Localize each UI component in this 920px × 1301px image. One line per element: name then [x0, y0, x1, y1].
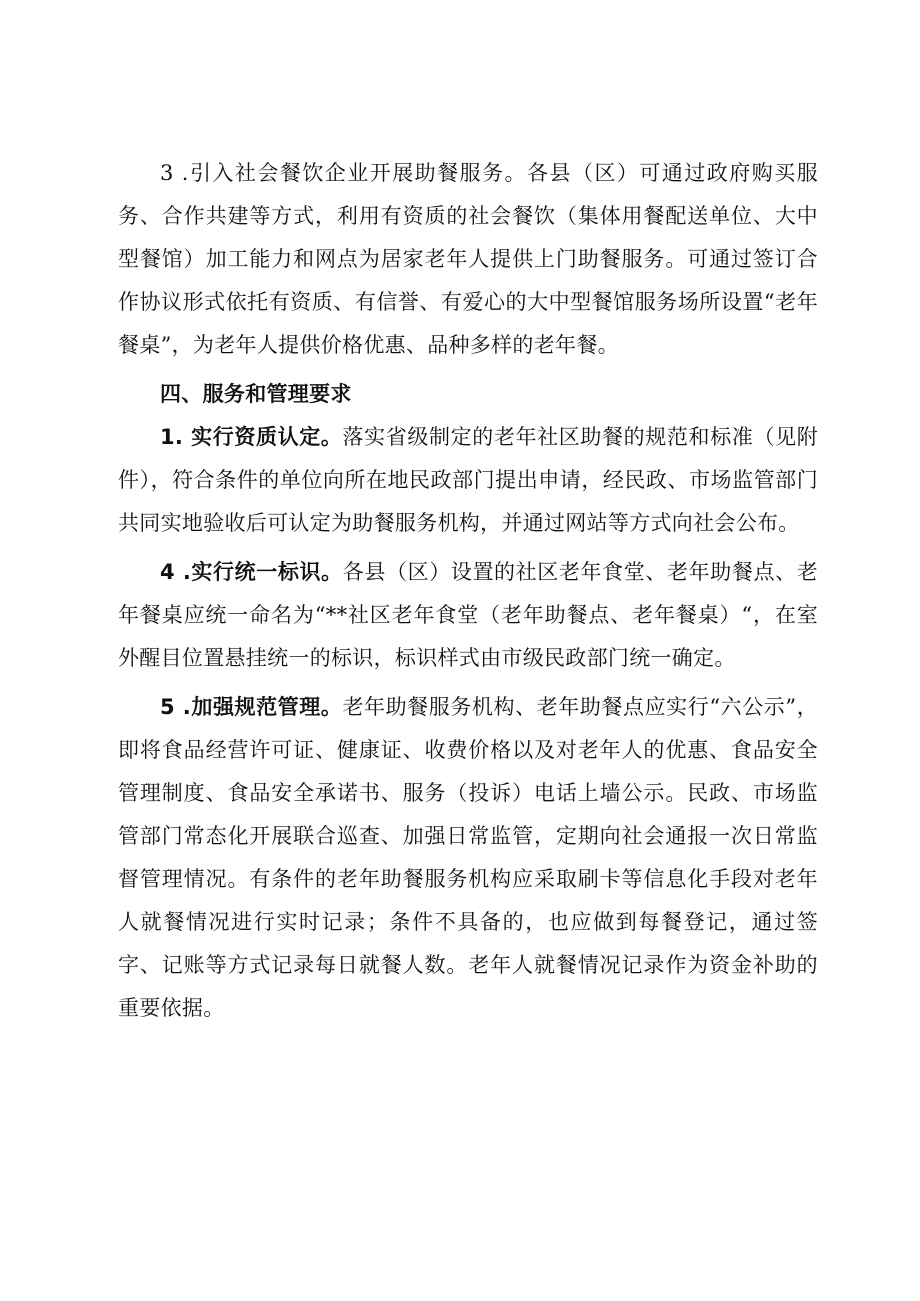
- section-4-heading: [118, 373, 818, 416]
- item-4-lead: 4 .实行统一标识。: [160, 560, 343, 584]
- item-4: [118, 551, 818, 680]
- item-5-lead: 5 .加强规范管理。: [160, 695, 343, 719]
- paragraph-3-text: 3 .引入社会餐饮企业开展助餐服务。各县（区）可通过政府购买服务、合作共建等方式，利用有资质的社会餐饮（集体用餐配送单位、大中型餐馆）加工能力和网点为居家老年人提供上门助餐服务。可通过签订合作协议形式依托有资质、有信誉、有爱心的大中型餐馆服务场所设置“老年餐桌”，为老年人提供价格优惠、品种多样的老年餐。: [118, 161, 818, 357]
- item-1-lead: 1. 实行资质认定。: [160, 425, 343, 449]
- section-4-heading-text: 四、服务和管理要求: [160, 382, 352, 406]
- paragraph-3: [118, 152, 818, 367]
- item-1: [118, 416, 818, 545]
- item-5: [118, 686, 818, 1030]
- item-1-body: 落实省级制定的老年社区助餐的规范和标准（见附件），符合条件的单位向所在地民政部门提出申请，经民政、市场监管部门共同实地验收后可认定为助餐服务机构，并通过网站等方式向社会公布。: [118, 425, 818, 535]
- item-5-body: 老年助餐服务机构、老年助餐点应实行“六公示”，即将食品经营许可证、健康证、收费价格以及对老年人的优惠、食品安全管理制度、食品安全承诺书、服务（投诉）电话上墙公示。民政、市场监管部门常态化开展联合巡查、加强日常监管，定期向社会通报一次日常监督管理情况。有条件的老年助餐服务机构应采取刷卡等信息化手段对老年人就餐情况进行实时记录；条件不具备的，也应做到每餐登记，通过签字、记账等方式记录每日就餐人数。老年人就餐情况记录作为资金补助的重要依据。: [118, 695, 818, 1020]
- document-page: [118, 152, 818, 1030]
- item-4-body: 各县（区）设置的社区老年食堂、老年助餐点、老年餐桌应统一命名为“**社区老年食堂（老年助餐点、老年餐桌）“，在室外醒目位置悬挂统一的标识，标识样式由市级民政部门统一确定。: [118, 560, 818, 670]
